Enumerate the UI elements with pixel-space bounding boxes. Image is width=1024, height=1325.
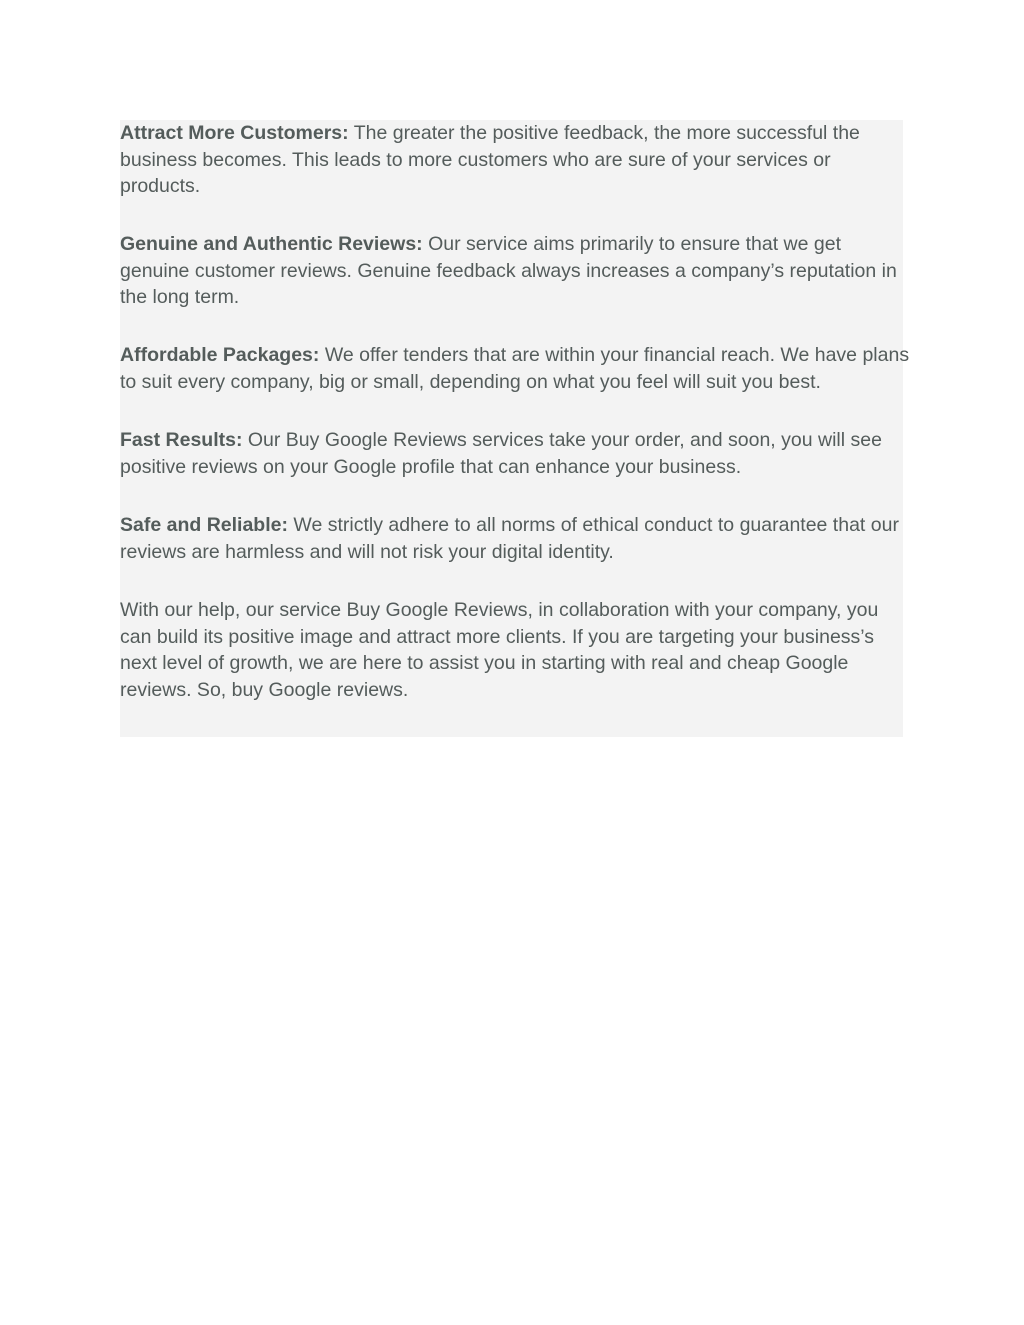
paragraph-heading: Affordable Packages: <box>120 344 320 366</box>
paragraph-heading: Genuine and Authentic Reviews: <box>120 233 423 255</box>
content-panel <box>120 120 910 737</box>
paragraph-genuine-reviews <box>120 231 910 311</box>
paragraph-heading: Safe and Reliable: <box>120 514 288 536</box>
paragraph-body: We strictly adhere to all norms of ethical conduct to guarantee that our reviews are harmless and will not risk your digital identity. <box>120 514 899 563</box>
paragraph-affordable-packages <box>120 342 910 395</box>
paragraph-heading: Fast Results: <box>120 429 243 451</box>
closing-paragraph: With our help, our service Buy Google Reviews, in collaboration with your company, you can build its positive image and attract more clients. If you are targeting your business’s next level of growth, we are here to assist you in starting with real and cheap Google reviews. So, buy Google reviews. <box>120 599 879 701</box>
paragraph-body: Our service aims primarily to ensure that we get genuine customer reviews. Genuine feedback always increases a company’s reputation in the long term. <box>120 233 897 308</box>
paragraph-body: We offer tenders that are within your financial reach. We have plans to suit every company, big or small, depending on what you feel will suit you best. <box>120 344 910 393</box>
paragraph-body: The greater the positive feedback, the more successful the business becomes. This leads to more customers who are sure of your services or products. <box>120 122 860 197</box>
paragraph-heading: Attract More Customers: <box>120 122 349 144</box>
paragraph-safe-and-reliable <box>120 512 910 565</box>
paragraph-attract-more-customers <box>120 120 910 200</box>
paragraph-body: Our Buy Google Reviews services take your order, and soon, you will see positive reviews on your Google profile that can enhance your business. <box>120 429 882 478</box>
paragraph-fast-results <box>120 427 910 480</box>
